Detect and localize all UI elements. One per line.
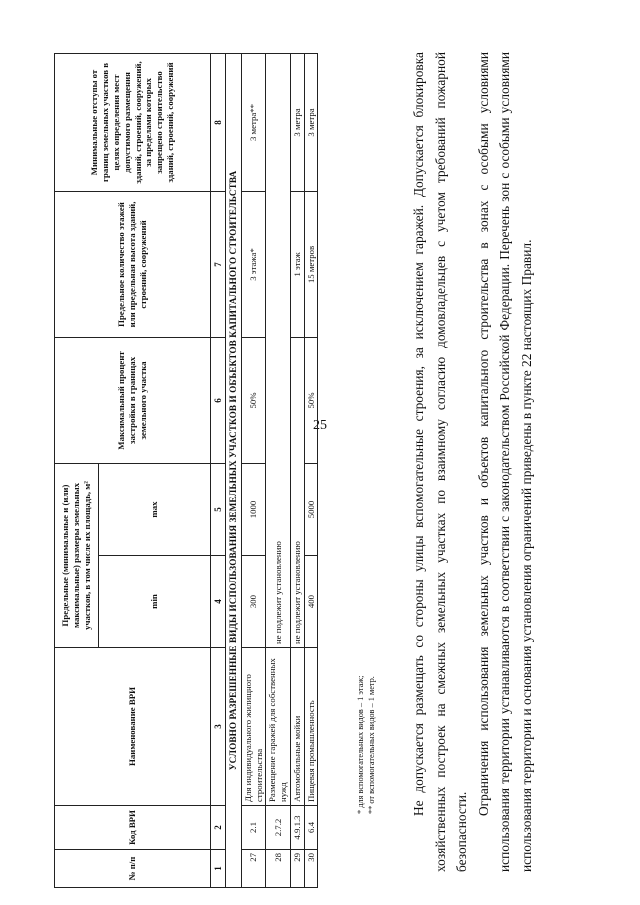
- row-name: Для индивидуального жилищного строительства: [242, 648, 266, 806]
- table-row: [290, 53, 304, 887]
- paragraph: Не допускается размещать со стороны улицы вспомогательные строения, за исключением гаражей. Допускается блокировка хозяйственных построек на смежных земельных участках по взаимному согласию домовладельцев с учетом требований пожарной безопасности.: [411, 52, 469, 872]
- row-num: 27: [242, 850, 266, 888]
- row-not-set: не подлежит установлению: [266, 53, 290, 647]
- header-sizes: Предельные (минимальные и (или) максимальные) размеры земельных участков, в том числе их площадь, м²: [55, 463, 99, 647]
- section-title: УСЛОВНО РАЗРЕШЕННЫЕ ВИДЫ ИСПОЛЬЗОВАНИЯ ЗЕМЕЛЬНЫХ УЧАСТКОВ И ОБЪЕКТОВ КАПИТАЛЬНОГО СТРОИТЕЛЬСТВА: [226, 53, 242, 887]
- header-floors: Предельное количество этажей или предельная высота зданий, строений, сооружений: [55, 191, 211, 337]
- footnote: ** от вспомогательных видов – 1 метр.: [366, 676, 376, 814]
- row-num: 29: [290, 850, 304, 888]
- row-not-set: не подлежит установлению: [290, 337, 304, 647]
- row-setback: 3 метра: [304, 53, 318, 191]
- row-num: 30: [304, 850, 318, 888]
- col-number: 8: [211, 53, 226, 191]
- row-max: 1000: [242, 463, 266, 555]
- table-row: [242, 53, 266, 887]
- row-name: Пищевая промышленность: [304, 648, 318, 806]
- col-number: 7: [211, 191, 226, 337]
- col-number: 1: [211, 850, 226, 888]
- row-setback: 3 метра: [290, 53, 304, 191]
- col-number: 6: [211, 337, 226, 463]
- paragraph: Ограничения использования земельных участков и объектов капитального строительства в зонах с особыми условиями использования территории устанавливаются в соответствии с законодательством Российской Федерации. Перечень зон с особыми условиями использования территории и основания установления ограничений приведены в пункте 22 настоящих Правил.: [475, 52, 534, 872]
- header-max: max: [99, 463, 211, 555]
- row-code: 6.4: [304, 806, 318, 850]
- row-setback: 3 метра**: [242, 53, 266, 191]
- header-coverage: Максимальный процент застройки в границах земельного участка: [55, 337, 211, 463]
- col-number: 4: [211, 556, 226, 648]
- row-floors: 15 метров: [304, 191, 318, 337]
- row-floors: 1 этаж: [290, 191, 304, 337]
- col-number: 2: [211, 806, 226, 850]
- row-max: 5000: [304, 463, 318, 555]
- header-min: min: [99, 556, 211, 648]
- header-setback: Минимальные отступы от границ земельных участков в целях определения мест допустимого размещения зданий, строений, сооружений, за пределами которых запрещено строительство зданий, строений, сооружений: [55, 53, 211, 191]
- row-min: 300: [242, 556, 266, 648]
- column-numbers-row: [211, 53, 226, 887]
- body-text: [408, 52, 537, 872]
- row-code: 2.1: [242, 806, 266, 850]
- row-code: 4.9.1.3: [290, 806, 304, 850]
- row-name: Размещение гаражей для собственных нужд: [266, 648, 290, 806]
- table-row: [266, 53, 290, 887]
- table-footnotes: [356, 676, 377, 814]
- row-code: 2.7.2: [266, 806, 290, 850]
- row-coverage: 50%: [304, 337, 318, 463]
- row-min: 400: [304, 556, 318, 648]
- footnote: * для вспомогательных видов – 1 этаж;: [356, 675, 365, 814]
- col-number: 3: [211, 648, 226, 806]
- header-num: № п/п: [55, 850, 211, 888]
- row-name: Автомобильные мойки: [290, 648, 304, 806]
- header-code: Код ВРИ: [55, 806, 211, 850]
- row-coverage: 50%: [242, 337, 266, 463]
- page-number: 25: [313, 418, 327, 433]
- col-number: 5: [211, 463, 226, 555]
- regulations-table: [54, 53, 318, 888]
- row-num: 28: [266, 850, 290, 888]
- header-name: Наименование ВРИ: [55, 648, 211, 806]
- row-floors: 3 этажа*: [242, 191, 266, 337]
- table-row: [304, 53, 318, 887]
- rotated-page-content: [40, 54, 590, 888]
